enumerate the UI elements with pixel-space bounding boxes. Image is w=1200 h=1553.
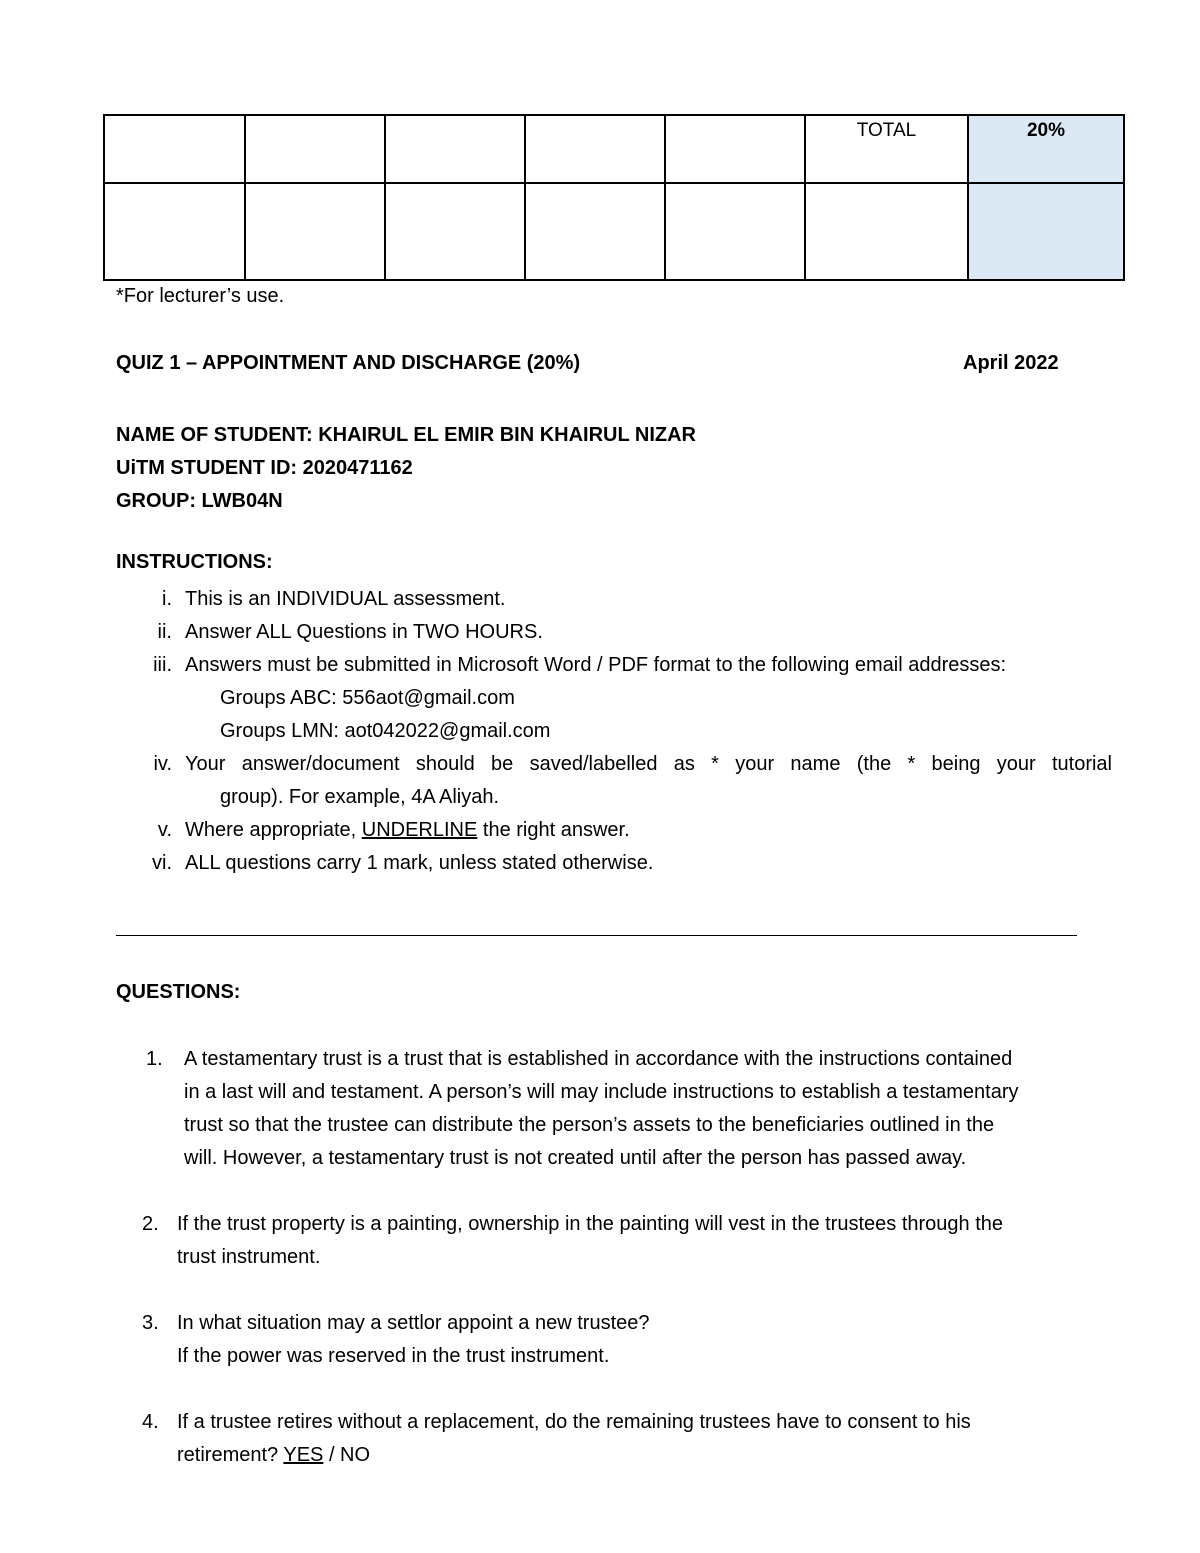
lecturer-marks-table — [103, 114, 1125, 281]
score-cell — [245, 183, 385, 280]
instruction-text: ALL questions carry 1 mark, unless stated otherwise. — [185, 852, 654, 874]
instruction-item — [116, 748, 1112, 781]
email-address-abc: Groups ABC: 556aot@gmail.com — [220, 687, 515, 709]
instruction-number: v. — [157, 819, 172, 841]
marks-cell — [665, 115, 805, 183]
instruction-number: vi. — [152, 852, 172, 874]
question-text-line — [177, 1439, 1106, 1472]
instruction-text: This is an INDIVIDUAL assessment. — [185, 588, 506, 610]
instruction-number: iv. — [153, 753, 172, 775]
marks-header-row — [104, 115, 1124, 183]
instruction-number: ii. — [157, 621, 172, 643]
quiz-title: QUIZ 1 – APPOINTMENT AND DISCHARGE (20%) — [116, 352, 581, 374]
question-number: 1. — [146, 1048, 163, 1070]
marks-cell — [525, 115, 665, 183]
marks-score-row — [104, 183, 1124, 280]
instruction-text: Your answer/document should be saved/labelled as * your name (the * being your tutorial — [185, 753, 1112, 775]
instruction-number: i. — [162, 588, 172, 610]
total-label-cell: TOTAL — [805, 115, 968, 183]
question-text-before: retirement? — [177, 1444, 284, 1466]
instruction-number: iii. — [153, 654, 172, 676]
question-number: 4. — [142, 1411, 159, 1433]
instruction-item — [116, 682, 1112, 715]
question-text-after: / NO — [323, 1444, 371, 1466]
instruction-text: group). For example, 4A Aliyah. — [220, 786, 500, 808]
instruction-item — [116, 649, 1112, 682]
question-text-line: A testamentary trust is a trust that is established in accordance with the instructions contained — [184, 1048, 1013, 1070]
question-number: 3. — [142, 1312, 159, 1334]
question-text-line: If a trustee retires without a replacement, do the remaining trustees have to consent to his — [177, 1411, 971, 1433]
student-name: NAME OF STUDENT: KHAIRUL EL EMIR BIN KHAIRUL NIZAR — [116, 424, 696, 446]
question-answer-line: If the power was reserved in the trust instrument. — [177, 1345, 610, 1367]
instruction-text — [185, 814, 1112, 847]
question-text-line: trust so that the trustee can distribute the person’s assets to the beneficiaries outlined in the — [184, 1114, 995, 1136]
instruction-text: Answers must be submitted in Microsoft Word / PDF format to the following email addresses: — [185, 654, 1007, 676]
score-cell — [665, 183, 805, 280]
underlined-word: UNDERLINE — [361, 819, 478, 841]
student-info — [116, 419, 696, 518]
instruction-text: Answer ALL Questions in TWO HOURS. — [185, 621, 543, 643]
score-cell — [104, 183, 245, 280]
horizontal-divider — [116, 935, 1077, 936]
instruction-item — [116, 616, 1112, 649]
quiz-date: April 2022 — [963, 352, 1059, 374]
email-address-lmn: Groups LMN: aot042022@gmail.com — [220, 720, 551, 742]
question-text-line: In what situation may a settlor appoint a new trustee? — [177, 1312, 650, 1334]
instructions-heading: INSTRUCTIONS: — [116, 551, 273, 573]
student-group: GROUP: LWB04N — [116, 490, 283, 512]
question-text-line: If the trust property is a painting, ownership in the painting will vest in the trustees through the — [177, 1213, 1004, 1235]
instruction-text-after: the right answer. — [477, 819, 630, 841]
score-cell — [385, 183, 525, 280]
instruction-item — [116, 781, 1112, 814]
lecturer-note: *For lecturer’s use. — [116, 285, 285, 307]
score-cell — [525, 183, 665, 280]
marks-cell — [385, 115, 525, 183]
student-id: UiTM STUDENT ID: 2020471162 — [116, 457, 413, 479]
underlined-answer: YES — [283, 1444, 324, 1466]
question-number: 2. — [142, 1213, 159, 1235]
score-cell — [805, 183, 968, 280]
question-text-line: will. However, a testamentary trust is not created until after the person has passed away. — [184, 1147, 967, 1169]
instruction-item — [116, 847, 1112, 880]
instruction-item — [116, 715, 1112, 748]
question-text-line: trust instrument. — [177, 1246, 321, 1268]
total-value-cell: 20% — [968, 115, 1124, 183]
instruction-item — [116, 814, 1112, 847]
total-score-cell — [968, 183, 1124, 280]
instruction-text-before: Where appropriate, — [185, 819, 362, 841]
marks-cell — [104, 115, 245, 183]
instruction-item — [116, 583, 1112, 616]
question-text-line: in a last will and testament. A person’s will may include instructions to establish a testamentary — [184, 1081, 1019, 1103]
questions-heading: QUESTIONS: — [116, 981, 241, 1003]
marks-cell — [245, 115, 385, 183]
instructions-list — [116, 583, 1112, 880]
